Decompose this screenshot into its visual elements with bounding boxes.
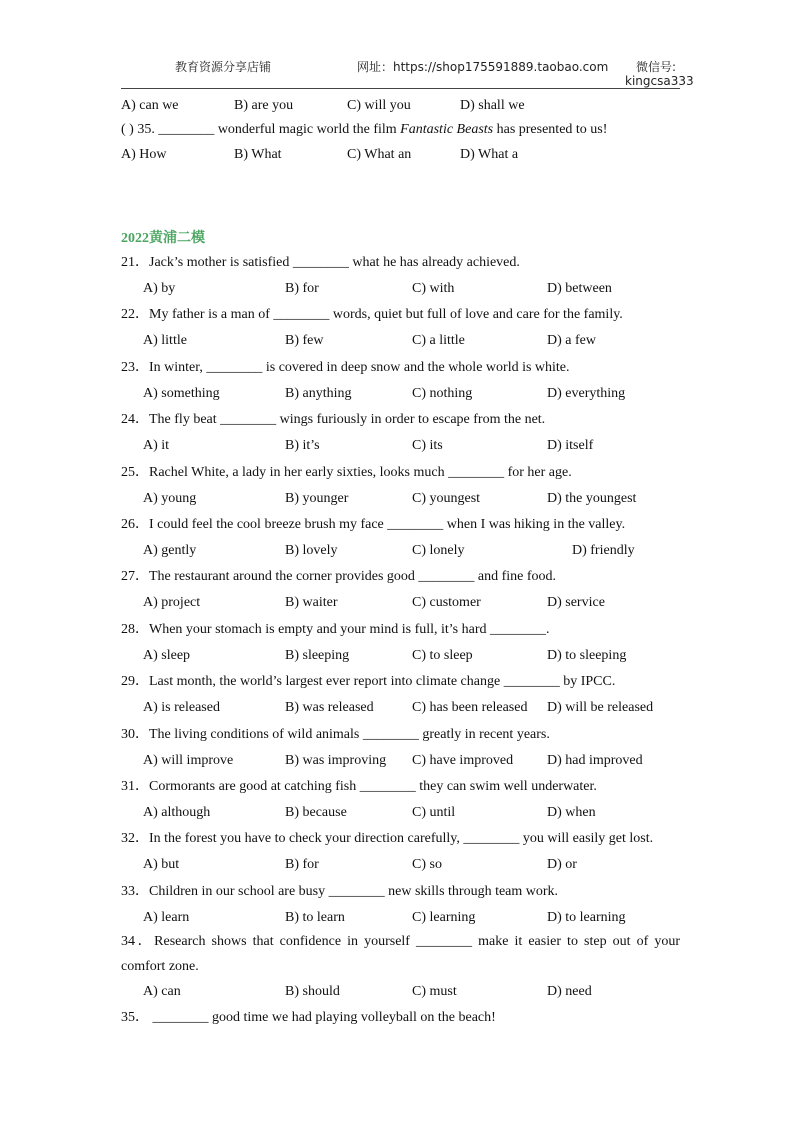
header-wechat-id: kingcsa333 [625, 74, 694, 88]
option-d: D) a few [547, 333, 596, 349]
option-d: D) to sleeping [547, 647, 627, 663]
option-b: B) should [285, 984, 340, 999]
option-a: A) although [143, 805, 211, 820]
option-c: C) youngest [412, 490, 481, 506]
option-d: D) friendly [572, 543, 635, 558]
option-b: B) waiter [285, 595, 338, 611]
question-text: 21．Jack’s mother is satisfied ________ what he has already achieved. [121, 255, 520, 270]
option-c: C) What an [347, 147, 412, 162]
option-a: A) it [143, 438, 170, 454]
option-b: B) because [285, 805, 347, 820]
question-text: 29．Last month, the world’s largest ever report into climate change ________ by IPCC. [121, 674, 616, 690]
option-d: D) shall we [460, 98, 525, 113]
option-a: A) can we [121, 98, 179, 113]
prev-q35-prefix: ( ) 35. ________ wonderful magic world the film [121, 122, 401, 137]
question-text: 33．Children in our school are busy ________ new skills through team work. [121, 883, 559, 899]
option-c: C) to sleep [412, 647, 473, 663]
question-text: 24．The fly beat ________ wings furiously in order to escape from the net. [121, 412, 546, 428]
question-text: 30．The living conditions of wild animals ________ greatly in recent years. [121, 726, 550, 742]
option-b: B) are you [234, 98, 294, 113]
option-b: B) anything [285, 385, 352, 401]
option-b: B) was released [285, 700, 374, 716]
option-c: C) so [412, 857, 442, 873]
option-d: D) to learning [547, 909, 626, 925]
option-d: D) need [547, 984, 592, 999]
option-c: C) must [412, 984, 457, 999]
option-c: C) customer [412, 595, 481, 611]
option-d: D) will be released [547, 700, 654, 716]
option-c: C) has been released [412, 700, 528, 716]
option-d: D) when [547, 805, 596, 820]
option-b: B) it’s [285, 438, 320, 454]
option-c: C) lonely [412, 543, 465, 558]
option-a: A) young [143, 490, 197, 506]
option-a: A) little [143, 333, 187, 349]
option-a: A) project [143, 595, 201, 611]
q34-line2: comfort zone. [121, 959, 199, 974]
option-a: A) is released [143, 700, 220, 716]
q34-line1: 34．Research shows that confidence in yourself ________ make it easier to step out of your [121, 934, 680, 949]
option-a: A) gently [143, 543, 197, 558]
prev-q35-suffix: has presented to us! [493, 122, 608, 137]
option-b: B) to learn [285, 909, 345, 925]
header-url[interactable]: 网址：https://shop175591889.taobao.com [357, 60, 609, 74]
header-wechat-label: 微信号: [636, 60, 677, 74]
option-b: B) was improving [285, 752, 387, 768]
option-a: A) can [143, 984, 181, 999]
option-b: B) for [285, 281, 319, 296]
option-c: C) until [412, 805, 456, 820]
question-text: 23．In winter, ________ is covered in deep snow and the whole world is white. [121, 359, 570, 375]
header-divider [121, 88, 680, 89]
question-text: 31．Cormorants are good at catching fish ________ they can swim well underwater. [121, 779, 597, 794]
section-title: 2022黄浦二模 [121, 231, 205, 246]
option-d: D) itself [547, 438, 594, 454]
question-text: 25．Rachel White, a lady in her early sixties, looks much ________ for her age. [121, 464, 572, 480]
option-d: D) had improved [547, 752, 643, 768]
option-b: B) sleeping [285, 647, 350, 663]
option-b: B) few [285, 333, 324, 349]
option-b: B) for [285, 857, 319, 873]
option-d: D) service [547, 595, 605, 611]
question-text: 27．The restaurant around the corner provides good ________ and fine food. [121, 569, 557, 585]
option-b: B) lovely [285, 543, 338, 558]
option-a: A) something [143, 385, 220, 401]
option-a: A) but [143, 857, 180, 873]
option-c: C) will you [347, 98, 411, 113]
option-a: A) by [143, 281, 176, 296]
option-a: A) sleep [143, 647, 191, 663]
option-d: D) the youngest [547, 490, 637, 506]
option-a: A) will improve [143, 752, 234, 768]
question-text: 26．I could feel the cool breeze brush my face ________ when I was hiking in the valley. [121, 517, 626, 532]
option-b: B) younger [285, 490, 349, 506]
header-shop: 教育资源分享店铺 [175, 60, 272, 74]
option-d: D) or [547, 857, 577, 873]
option-d: D) everything [547, 385, 626, 401]
option-c: C) with [412, 281, 455, 296]
question-text: 22．My father is a man of ________ words, quiet but full of love and care for the family. [121, 307, 623, 323]
option-d: D) What a [460, 147, 519, 162]
option-c: C) its [412, 438, 443, 454]
option-c: C) have improved [412, 752, 514, 768]
option-c: C) learning [412, 909, 476, 925]
option-d: D) between [547, 281, 612, 296]
q35-text: 35． ________ good time we had playing volleyball on the beach! [121, 1010, 496, 1025]
question-text: 32．In the forest you have to check your direction carefully, ________ you will easily get lost. [121, 831, 654, 847]
prev-q35-film-title: Fantastic Beasts [400, 122, 494, 137]
option-c: C) a little [412, 333, 465, 349]
prev-q35-text [121, 122, 607, 138]
question-text: 28．When your stomach is empty and your mind is full, it’s hard ________. [121, 621, 550, 637]
option-c: C) nothing [412, 385, 473, 401]
option-b: B) What [234, 147, 282, 162]
option-a: A) How [121, 147, 167, 162]
option-a: A) learn [143, 909, 190, 925]
